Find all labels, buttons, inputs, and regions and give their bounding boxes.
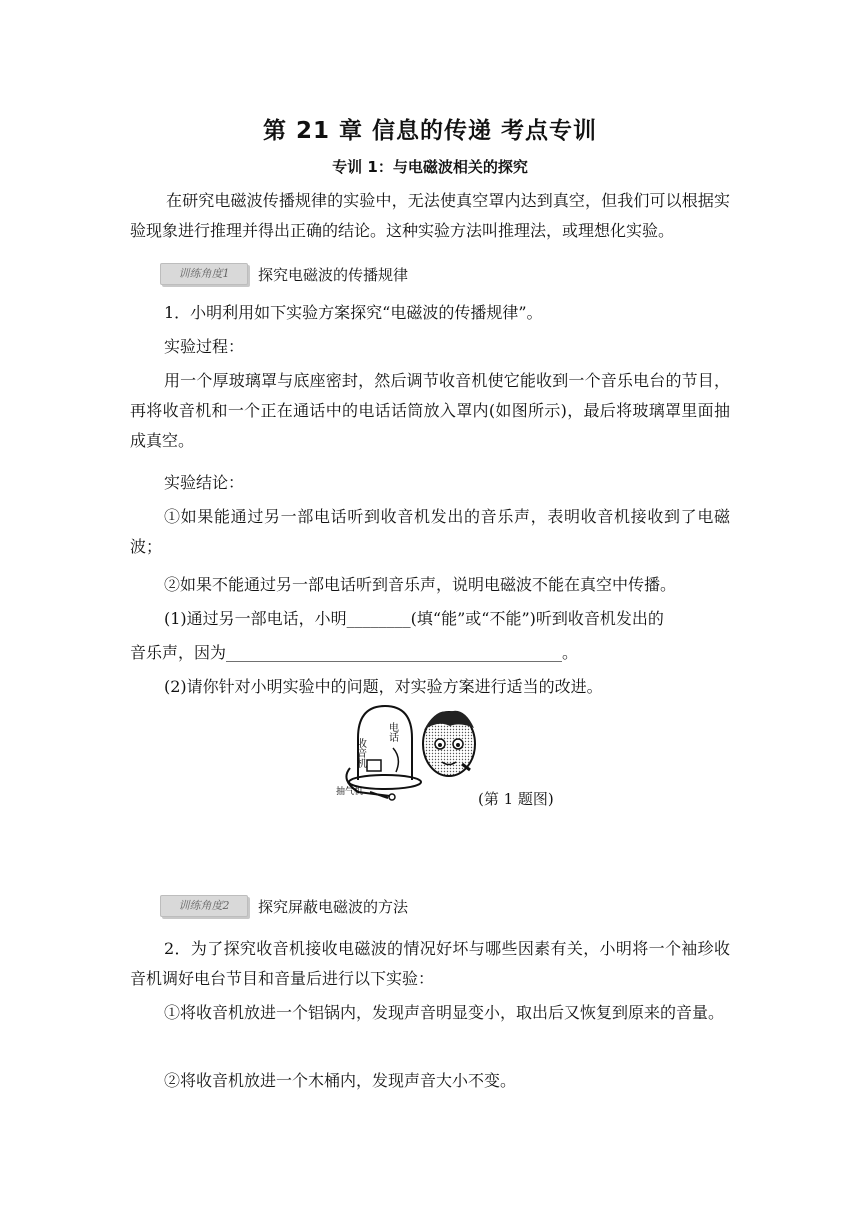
figure-caption: (第 1 题图) xyxy=(478,790,554,808)
phone-label: 电话 xyxy=(386,722,398,742)
sub-question-1-line-2: 音乐声，因为__________________________________________。 xyxy=(130,643,579,662)
question-2-item-2: ②将收音机放进一个木桶内，发现声音大小不变。 xyxy=(164,1071,517,1090)
section-1-header xyxy=(160,262,408,286)
section-1-title: 探究电磁波的传播规律 xyxy=(258,265,409,284)
pump-label: 抽气机 xyxy=(336,787,364,797)
sub-question-2: (2)请你针对小明实验中的问题，对实验方案进行适当的改进。 xyxy=(164,677,603,696)
process-text: 用一个厚玻璃罩与底座密封，然后调节收音机使它能收到一个音乐电台的节目，再将收音机和一个正在通话中的电话话筒放入罩内(如图所示)，最后将玻璃罩里面抽成真空。 xyxy=(130,371,730,450)
page-title: 第 21 章 信息的传递 考点专训 xyxy=(262,118,598,144)
question-2-stem: 2．为了探究收音机接收电磁波的情况好坏与哪些因素有关，小明将一个袖珍收音机调好电台节目和音量后进行以下实验： xyxy=(130,939,730,988)
process-label: 实验过程： xyxy=(164,337,245,356)
question-1-stem: 1．小明利用如下实验方案探究“电磁波的传播规律”。 xyxy=(164,303,543,322)
section-2-badge: 训练角度2 xyxy=(160,895,248,917)
section-2-title: 探究屏蔽电磁波的方法 xyxy=(258,897,409,916)
conclusion-1: ①如果能通过另一部电话听到收音机发出的音乐声，表明收音机接收到了电磁波； xyxy=(130,507,730,556)
page-subtitle: 专训 1：与电磁波相关的探究 xyxy=(332,158,528,176)
section-1-badge: 训练角度1 xyxy=(160,263,248,285)
conclusion-2: ②如果不能通过另一部电话听到音乐声，说明电磁波不能在真空中传播。 xyxy=(164,575,677,594)
radio-label: 收音机 xyxy=(354,738,366,768)
section-2-header xyxy=(160,894,408,918)
conclusion-label: 实验结论： xyxy=(164,473,245,492)
question-2-item-1: ①将收音机放进一个铝锅内，发现声音明显变小，取出后又恢复到原来的音量。 xyxy=(164,1003,725,1022)
listening-boy-illustration xyxy=(416,704,482,782)
sub-question-1-line-1: (1)通过另一部电话，小明________(填“能”或“不能”)听到收音机发出的 xyxy=(164,609,664,628)
intro-paragraph: 在研究电磁波传播规律的实验中，无法使真空罩内达到真空，但我们可以根据实验现象进行推理并得出正确的结论。这种实验方法叫推理法，或理想化实验。 xyxy=(130,191,730,240)
